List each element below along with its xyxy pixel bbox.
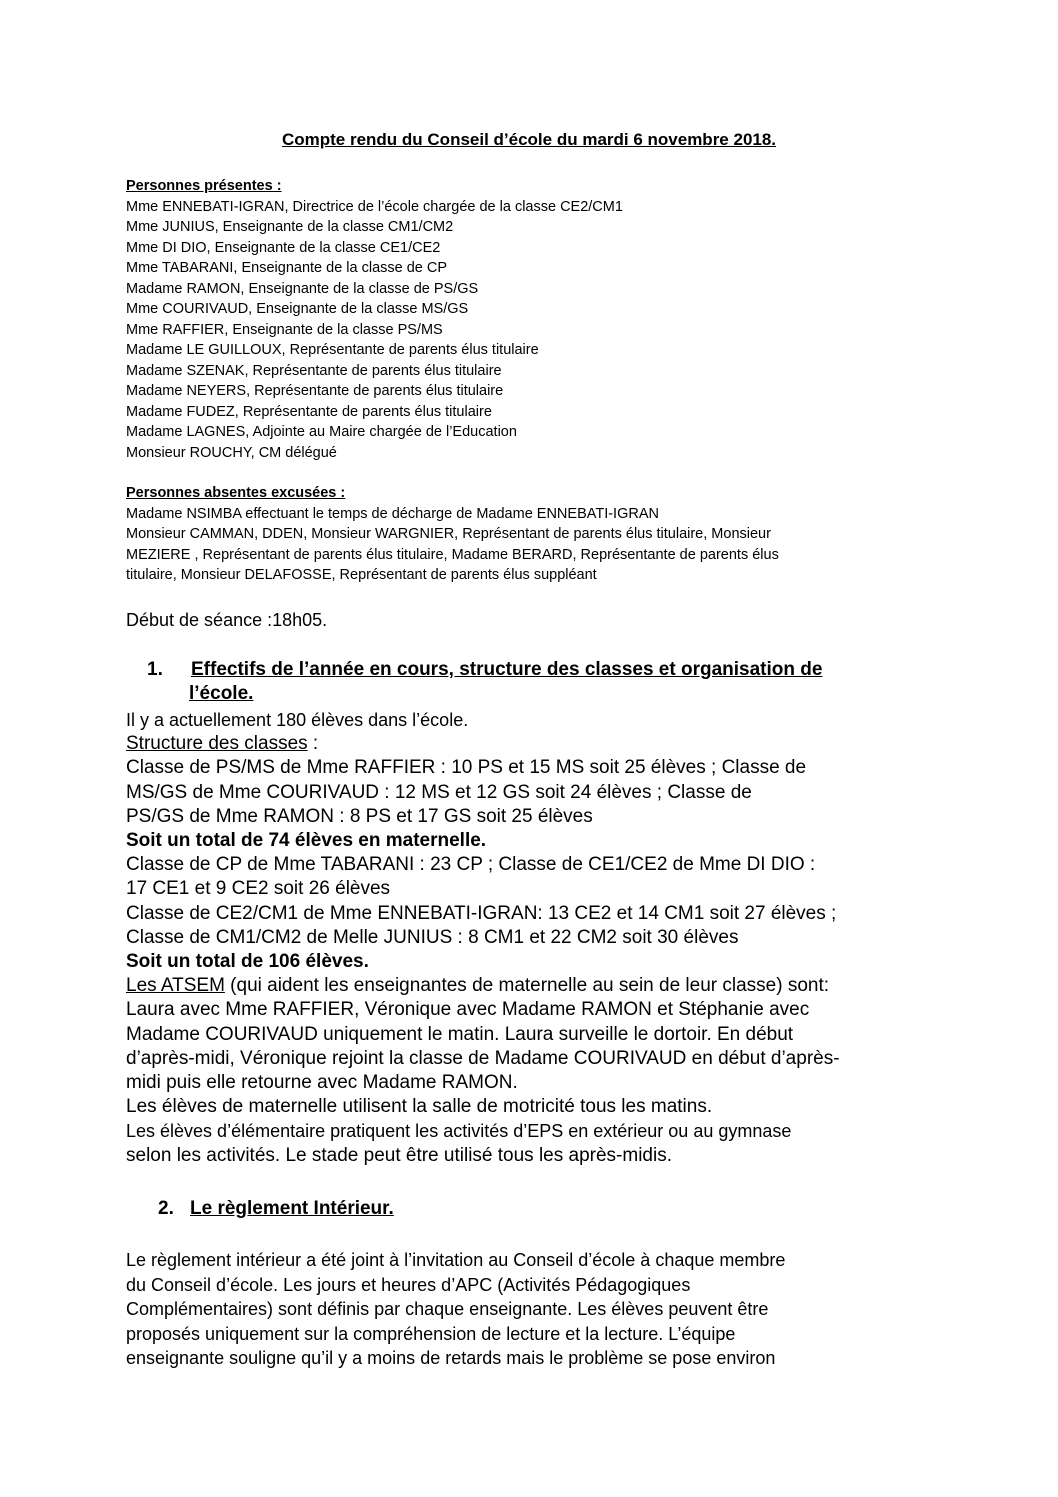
class-line: 17 CE1 et 9 CE2 soit 26 élèves: [126, 878, 391, 900]
atsem-detail-line: Laura avec Mme RAFFIER, Véronique avec Madame RAMON et Stéphanie avec: [126, 999, 810, 1021]
total-maternelle: Soit un total de 74 élèves en maternelle.: [126, 830, 487, 852]
structure-suffix: :: [307, 733, 319, 755]
class-line: Classe de CP de Mme TABARANI : 23 CP ; Classe de CE1/CE2 de Mme DI DIO :: [126, 854, 816, 876]
section-1-title: [147, 658, 947, 706]
present-person: Mme TABARANI, Enseignante de la classe de CP: [126, 260, 448, 276]
present-person: Madame LE GUILLOUX, Représentante de parents élus titulaire: [126, 342, 539, 358]
present-person: Madame LAGNES, Adjointe au Maire chargée de l’Education: [126, 424, 517, 440]
class-line: PS/GS de Mme RAMON : 8 PS et 17 GS soit 25 élèves: [126, 805, 593, 827]
absent-line: MEZIERE , Représentant de parents élus titulaire, Madame BERARD, Représentante de parents élus: [126, 546, 779, 563]
absent-line: Monsieur CAMMAN, DDEN, Monsieur WARGNIER, Représentant de parents élus titulaire, Monsieur: [126, 526, 771, 542]
present-person: Mme ENNEBATI-IGRAN, Directrice de l’école chargée de la classe CE2/CM1: [126, 198, 623, 215]
atsem-detail-line: Madame COURIVAUD uniquement le matin. Laura surveille le dortoir. En début: [126, 1023, 794, 1045]
present-person: Madame NEYERS, Représentante de parents élus titulaire: [126, 383, 504, 399]
present-section: [126, 176, 946, 463]
atsem-label: Les ATSEM: [126, 975, 225, 997]
atsem-detail-line: d’après-midi, Véronique rejoint la classe de Madame COURIVAUD en début d’après-: [126, 1047, 840, 1069]
rules-line: enseignante souligne qu’il y a moins de retards mais le problème se pose environ: [126, 1348, 776, 1368]
present-person: Madame SZENAK, Représentante de parents élus titulaire: [126, 362, 502, 379]
present-person: Madame RAMON, Enseignante de la classe de PS/GS: [126, 280, 479, 297]
rules-line: Complémentaires) sont définis par chaque enseignante. Les élèves peuvent être: [126, 1299, 769, 1319]
rules-line: du Conseil d’école. Les jours et heures d’APC (Activités Pédagogiques: [126, 1274, 691, 1295]
present-person: Mme DI DIO, Enseignante de la classe CE1/CE2: [126, 239, 441, 256]
activity-line: Les élèves d’élémentaire pratiquent les activités d’EPS en extérieur ou au gymnase: [126, 1121, 792, 1142]
present-heading: Personnes présentes :: [126, 178, 282, 194]
section-2-title-text: Le règlement Intérieur.: [190, 1198, 394, 1219]
present-person: Madame FUDEZ, Représentante de parents élus titulaire: [126, 403, 492, 420]
document-title: Compte rendu du Conseil d’école du mardi 6 novembre 2018.: [281, 130, 777, 149]
present-person: Mme RAFFIER, Enseignante de la classe PS/MS: [126, 321, 443, 338]
absent-line: Madame NSIMBA effectuant le temps de décharge de Madame ENNEBATI-IGRAN: [126, 505, 659, 522]
atsem-line: [126, 974, 946, 998]
activity-line: selon les activités. Le stade peut être utilisé tous les après-midis.: [126, 1144, 672, 1166]
activity-line: Les élèves de maternelle utilisent la salle de motricité tous les matins.: [126, 1096, 713, 1118]
structure-label-line: [126, 732, 946, 756]
structure-label: Structure des classes: [126, 733, 308, 755]
section-1-body: [126, 708, 946, 1168]
pupils-count-line: Il y a actuellement 180 élèves dans l’école.: [126, 710, 469, 730]
section-1-title-line: l’école.: [189, 683, 254, 704]
class-line: Classe de PS/MS de Mme RAFFIER : 10 PS et 15 MS soit 25 élèves ; Classe de: [126, 757, 807, 779]
absent-line: titulaire, Monsieur DELAFOSSE, Représentant de parents élus suppléant: [126, 567, 597, 583]
absent-section: [126, 483, 946, 586]
class-line: MS/GS de Mme COURIVAUD : 12 MS et 12 GS soit 24 élèves ; Classe de: [126, 781, 752, 803]
atsem-line-rest: (qui aident les enseignantes de maternelle au sein de leur classe) sont:: [224, 975, 830, 997]
class-line: Classe de CM1/CM2 de Melle JUNIUS : 8 CM1 et 22 CM2 soit 30 élèves: [126, 926, 739, 948]
section-1-title-line: Effectifs de l’année en cours, structure des classes et organisation de: [191, 659, 823, 680]
rules-line: proposés uniquement sur la compréhension de lecture et la lecture. L’équipe: [126, 1323, 736, 1344]
class-line: Classe de CE2/CM1 de Mme ENNEBATI-IGRAN: 13 CE2 et 14 CM1 soit 27 élèves ;: [126, 902, 837, 924]
session-start: Début de séance :18h05.: [126, 610, 328, 630]
absent-heading: Personnes absentes excusées :: [126, 485, 346, 501]
present-person: Mme JUNIUS, Enseignante de la classe CM1/CM2: [126, 219, 454, 235]
section-2-number: 2.: [158, 1198, 174, 1219]
total-elementaire: Soit un total de 106 élèves.: [126, 951, 369, 973]
section-2-title: [158, 1197, 758, 1221]
section-2-body: [126, 1248, 946, 1371]
present-person: Monsieur ROUCHY, CM délégué: [126, 444, 337, 461]
rules-line: Le règlement intérieur a été joint à l’invitation au Conseil d’école à chaque membre: [126, 1250, 786, 1270]
atsem-detail-line: midi puis elle retourne avec Madame RAMON.: [126, 1072, 518, 1094]
present-person: Mme COURIVAUD, Enseignante de la classe MS/GS: [126, 301, 469, 317]
section-1-number: 1.: [147, 659, 163, 680]
